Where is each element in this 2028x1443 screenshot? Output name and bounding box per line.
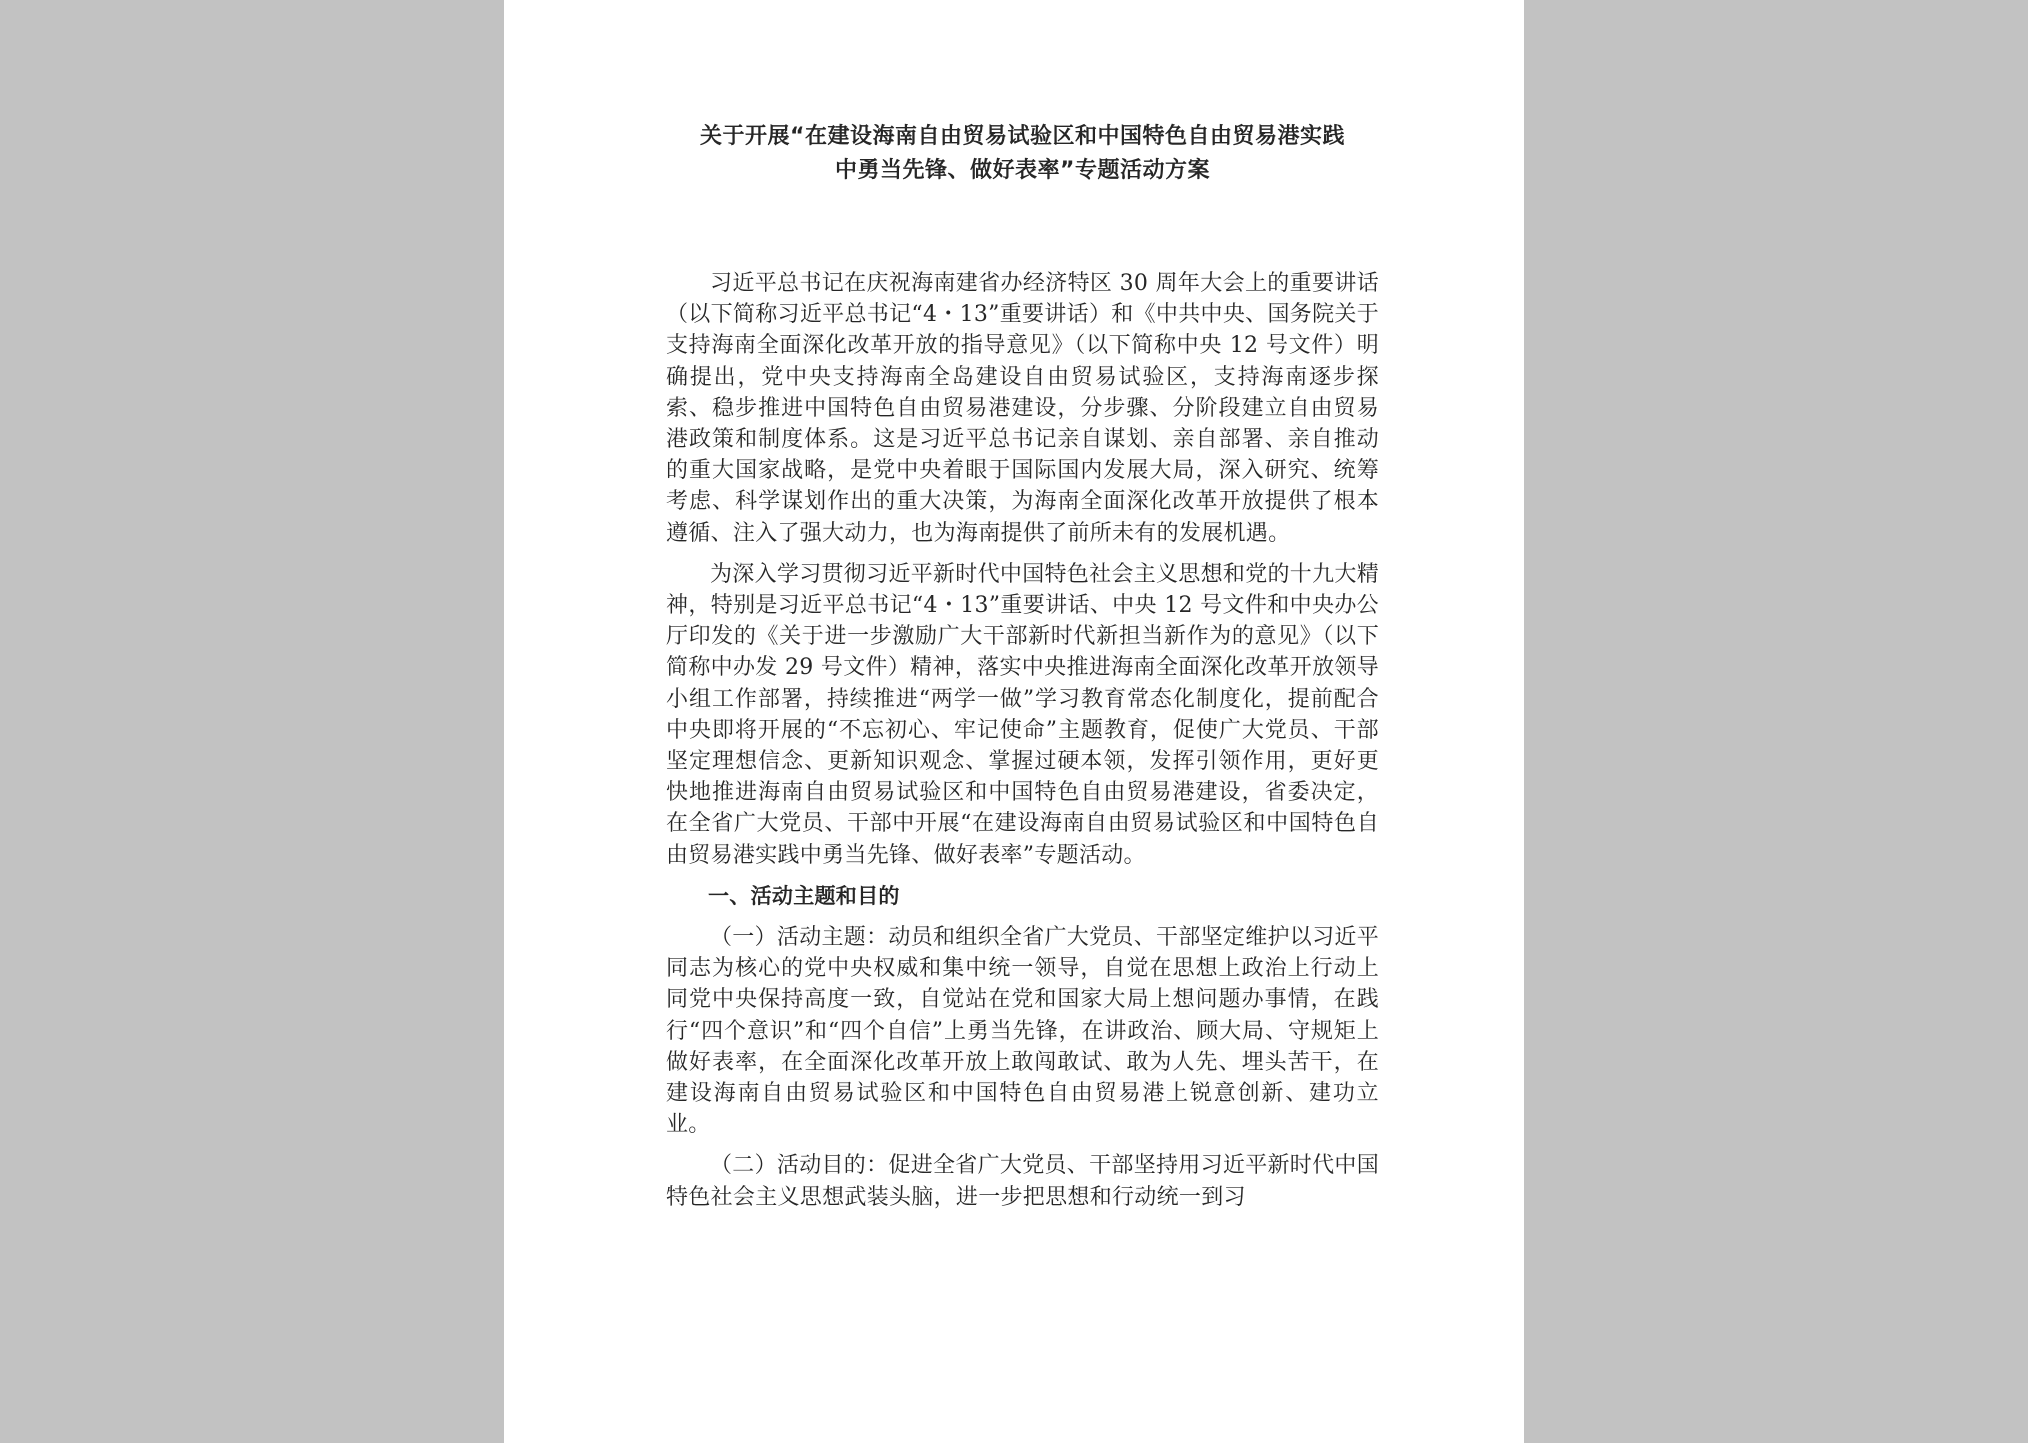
document-page	[504, 0, 1524, 1443]
document-title	[658, 120, 1387, 188]
document-body	[666, 268, 1379, 1213]
title-line-1: 关于开展“在建设海南自由贸易试验区和中国特色自由贸易港实践	[700, 124, 1345, 149]
intro-paragraph-2: 为深入学习贯彻习近平新时代中国特色社会主义思想和党的十九大精神，特别是习近平总书记“4・13”重要讲话、中央 12 号文件和中央办公厅印发的《关于进一步激励广大干部新时代新担当新作为的意见》（以下简称中办发 29 号文件）精神，落实中央推进海南全面深化改革开放领导小组工作部署，持续推进“两学一做”学习教育常态化制度化，提前配合中央即将开展的“不忘初心、牢记使命”主题教育，促使广大党员、干部坚定理想信念、更新知识观念、掌握过硬本领，发挥引领作用，更好更快地推进海南自由贸易试验区和中国特色自由贸易港建设，省委决定，在全省广大党员、干部中开展“在建设海南自由贸易试验区和中国特色自由贸易港实践中勇当先锋、做好表率”专题活动。	[666, 561, 1380, 868]
title-line-2: 中勇当先锋、做好表率”专题活动方案	[835, 158, 1210, 183]
section-1-paragraph-1: （一）活动主题：动员和组织全省广大党员、干部坚定维护以习近平同志为核心的党中央权威和集中统一领导，自觉在思想上政治上行动上同党中央保持高度一致，自觉站在党和国家大局上想问题办事情，在践行“四个意识”和“四个自信”上勇当先锋，在讲政治、顾大局、守规矩上做好表率，在全面深化改革开放上敢闯敢试、敢为人先、埋头苦干，在建设海南自由贸易试验区和中国特色自由贸易港上锐意创新、建功立业。	[666, 925, 1380, 1138]
intro-paragraph-1: 习近平总书记在庆祝海南建省办经济特区 30 周年大会上的重要讲话（以下简称习近平总书记“4・13”重要讲话）和《中共中央、国务院关于支持海南全面深化改革开放的指导意见》（以下简称中央 12 号文件）明确提出，党中央支持海南全岛建设自由贸易试验区，支持海南逐步探索、稳步推进中国特色自由贸易港建设，分步骤、分阶段建立自由贸易港政策和制度体系。这是习近平总书记亲自谋划、亲自部署、亲自推动的重大国家战略，是党中央着眼于国际国内发展大局，深入研究、统筹考虑、科学谋划作出的重大决策，为海南全面深化改革开放提供了根本遵循、注入了强大动力，也为海南提供了前所未有的发展机遇。	[666, 271, 1379, 546]
section-1-paragraph-2: （二）活动目的：促进全省广大党员、干部坚持用习近平新时代中国特色社会主义思想武装头脑，进一步把思想和行动统一到习	[666, 1153, 1380, 1210]
section-heading-1: 一、活动主题和目的	[708, 883, 900, 908]
